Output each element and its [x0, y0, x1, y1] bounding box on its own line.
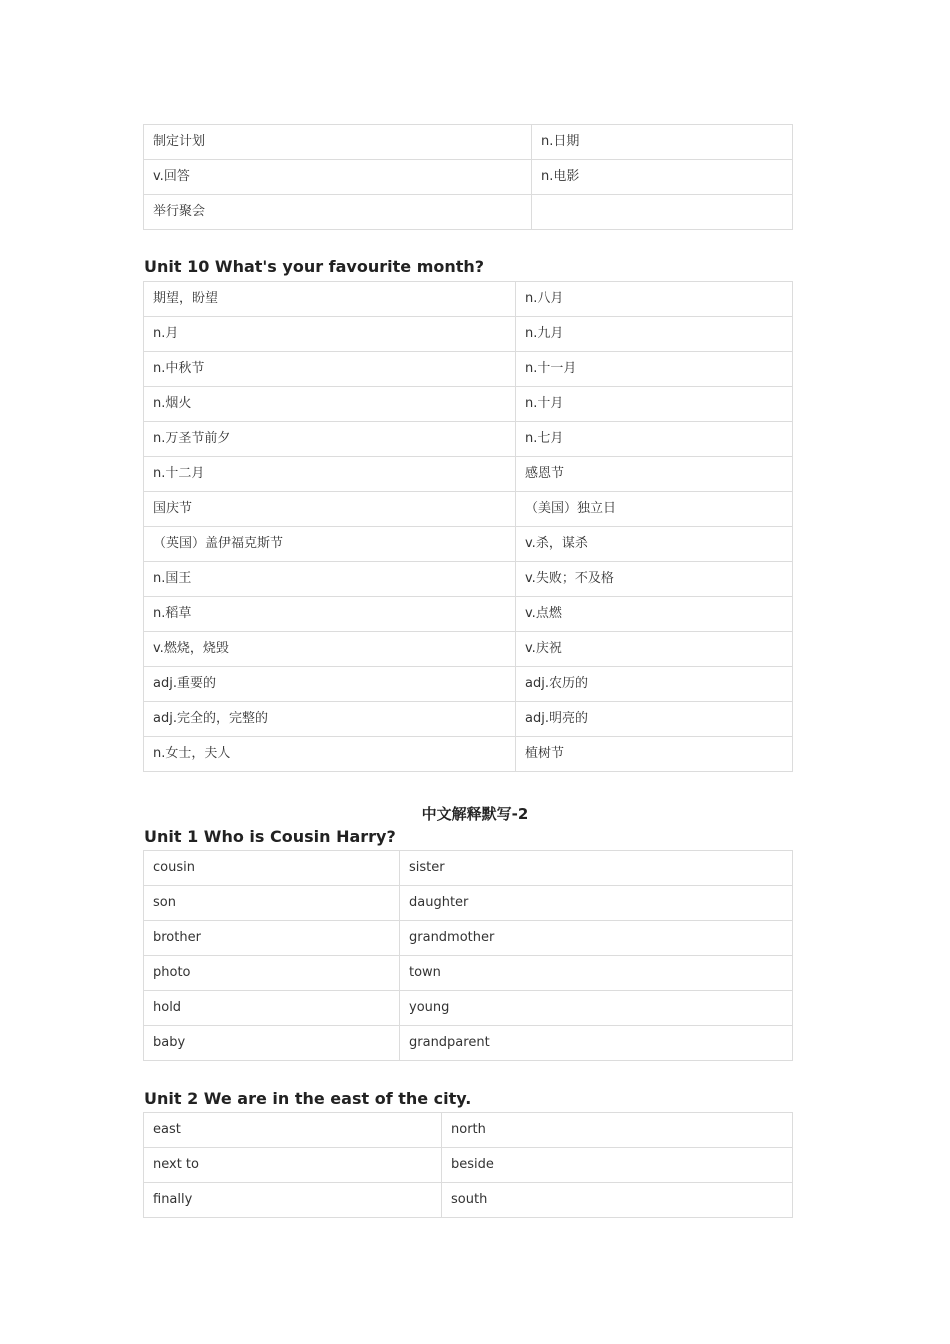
unit2-title: Unit 2 We are in the east of the city. [144, 1089, 472, 1108]
table-cell: 国庆节 [144, 492, 516, 527]
table-cell: 举行聚会 [144, 195, 532, 230]
table-cell: south [442, 1183, 793, 1218]
table-cell: 植树节 [516, 737, 793, 772]
table-row [144, 1026, 793, 1061]
section-title: 中文解释默写-2 [421, 805, 529, 823]
table-cell: n.八月 [516, 282, 793, 317]
table-cell: brother [144, 921, 400, 956]
table-row [144, 886, 793, 921]
table-row [144, 632, 793, 667]
table-cell: cousin [144, 851, 400, 886]
table-cell: n.国王 [144, 562, 516, 597]
table-cell: （美国）独立日 [516, 492, 793, 527]
table-cell: n.电影 [532, 160, 793, 195]
table-cell: adj.重要的 [144, 667, 516, 702]
table-row [144, 1183, 793, 1218]
unit2-table [143, 1112, 793, 1218]
table-cell: n.烟火 [144, 387, 516, 422]
table-cell: baby [144, 1026, 400, 1061]
unit10-table [143, 281, 793, 772]
table-cell: east [144, 1113, 442, 1148]
table-cell: adj.明亮的 [516, 702, 793, 737]
table-cell: adj.完全的，完整的 [144, 702, 516, 737]
table-cell: v.燃烧，烧毁 [144, 632, 516, 667]
vocab-table-top-block [143, 124, 792, 230]
unit1-table [143, 850, 793, 1061]
table-row [144, 956, 793, 991]
table-cell: v.庆祝 [516, 632, 793, 667]
table-cell: n.十月 [516, 387, 793, 422]
table-row [144, 991, 793, 1026]
unit10-title: Unit 10 What's your favourite month? [144, 257, 485, 276]
table-cell: n.七月 [516, 422, 793, 457]
table-cell: young [400, 991, 793, 1026]
table-row [144, 457, 793, 492]
table-row [144, 195, 793, 230]
table-row [144, 921, 793, 956]
unit1-title: Unit 1 Who is Cousin Harry? [144, 827, 396, 846]
table-cell: （英国）盖伊福克斯节 [144, 527, 516, 562]
table-row [144, 851, 793, 886]
table-cell: 制定计划 [144, 125, 532, 160]
table-cell: n.稻草 [144, 597, 516, 632]
unit10-table-block [143, 281, 792, 772]
unit2-table-block [143, 1112, 792, 1218]
table-cell: v.回答 [144, 160, 532, 195]
table-cell: town [400, 956, 793, 991]
table-row [144, 125, 793, 160]
table-cell: hold [144, 991, 400, 1026]
table-cell: v.点燃 [516, 597, 793, 632]
table-row [144, 422, 793, 457]
table-row [144, 282, 793, 317]
table-row [144, 352, 793, 387]
table-cell: v.杀，谋杀 [516, 527, 793, 562]
table-cell: next to [144, 1148, 442, 1183]
table-cell: n.十一月 [516, 352, 793, 387]
table-cell: grandparent [400, 1026, 793, 1061]
table-cell: n.女士，夫人 [144, 737, 516, 772]
table-cell: son [144, 886, 400, 921]
vocab-table-top [143, 124, 793, 230]
table-row [144, 1113, 793, 1148]
table-row [144, 562, 793, 597]
table-cell: adj.农历的 [516, 667, 793, 702]
table-row [144, 492, 793, 527]
table-cell: 期望，盼望 [144, 282, 516, 317]
table-row [144, 317, 793, 352]
table-row [144, 387, 793, 422]
table-cell: sister [400, 851, 793, 886]
table-row [144, 1148, 793, 1183]
table-row [144, 160, 793, 195]
table-cell: grandmother [400, 921, 793, 956]
table-row [144, 737, 793, 772]
table-cell: daughter [400, 886, 793, 921]
table-cell: n.中秋节 [144, 352, 516, 387]
unit1-table-block [143, 850, 792, 1061]
table-cell: finally [144, 1183, 442, 1218]
table-cell: beside [442, 1148, 793, 1183]
table-cell: photo [144, 956, 400, 991]
table-cell: n.万圣节前夕 [144, 422, 516, 457]
table-cell: n.月 [144, 317, 516, 352]
table-cell [532, 195, 793, 230]
table-row [144, 527, 793, 562]
table-row [144, 597, 793, 632]
table-cell: 感恩节 [516, 457, 793, 492]
table-cell: n.九月 [516, 317, 793, 352]
table-cell: n.日期 [532, 125, 793, 160]
table-row [144, 702, 793, 737]
table-cell: north [442, 1113, 793, 1148]
table-row [144, 667, 793, 702]
table-cell: n.十二月 [144, 457, 516, 492]
table-cell: v.失败；不及格 [516, 562, 793, 597]
